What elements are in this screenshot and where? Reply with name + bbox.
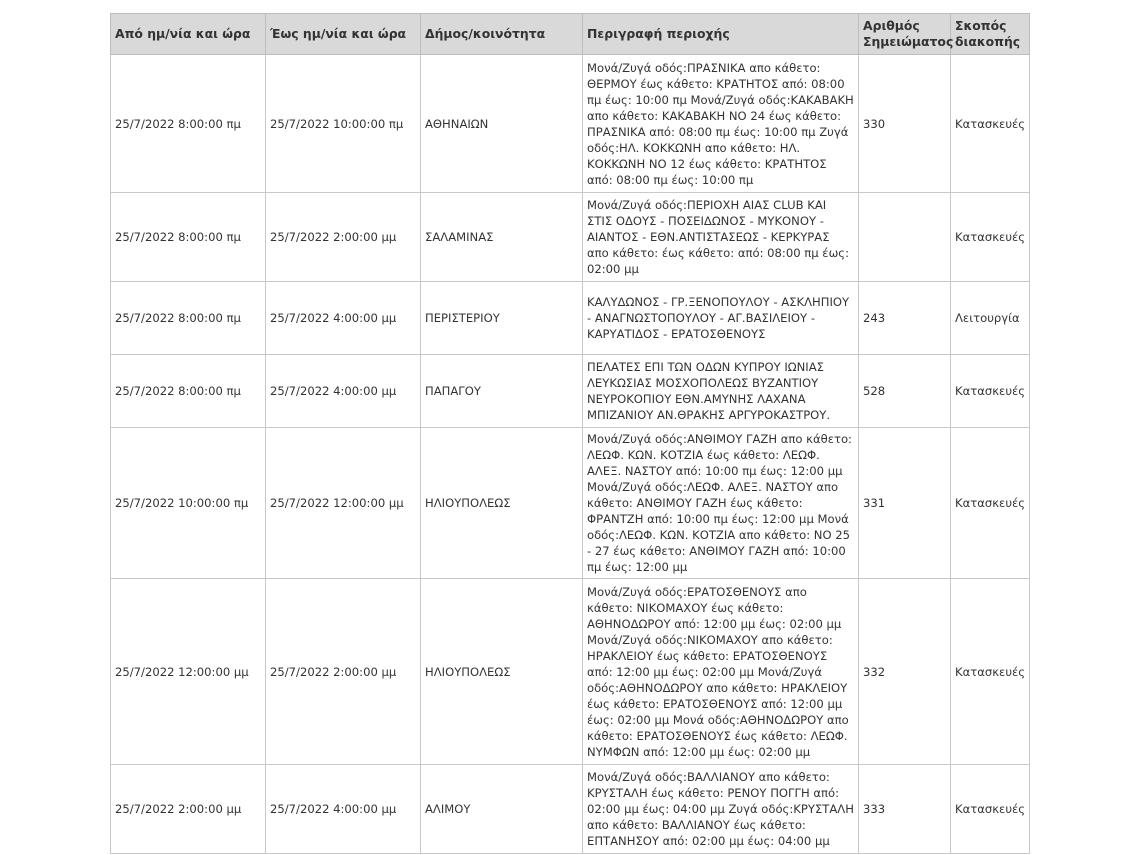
cell-municipality: ΑΘΗΝΑΙΩΝ <box>421 55 583 193</box>
cell-to: 25/7/2022 10:00:00 πμ <box>266 55 421 193</box>
header-purpose: Σκοπός διακοπής <box>951 14 1030 55</box>
table-row <box>111 579 1030 765</box>
cell-description: ΚΑΛΥΔΩΝΟΣ - ΓΡ.ΞΕΝΟΠΟΥΛΟΥ - ΑΣΚΛΗΠΙΟΥ - ΑΝΑΓΝΩΣΤΟΠΟΥΛΟΥ - ΑΓ.ΒΑΣΙΛΕΙΟΥ - ΚΑΡΥΑΤΙΔΟΣ - ΕΡΑΤΟΣΘΕΝΟΥΣ <box>583 282 859 355</box>
cell-from: 25/7/2022 10:00:00 πμ <box>111 428 266 579</box>
cell-from: 25/7/2022 2:00:00 μμ <box>111 765 266 854</box>
cell-from: 25/7/2022 8:00:00 πμ <box>111 355 266 428</box>
cell-municipality: ΠΕΡΙΣΤΕΡΙΟΥ <box>421 282 583 355</box>
cell-to: 25/7/2022 4:00:00 μμ <box>266 282 421 355</box>
cell-purpose: Κατασκευές <box>951 193 1030 282</box>
table-header-row <box>111 14 1030 55</box>
table-row <box>111 355 1030 428</box>
cell-to: 25/7/2022 12:00:00 μμ <box>266 428 421 579</box>
cell-municipality: ΣΑΛΑΜΙΝΑΣ <box>421 193 583 282</box>
cell-marker: 332 <box>859 579 951 765</box>
cell-to: 25/7/2022 4:00:00 μμ <box>266 765 421 854</box>
table-row <box>111 428 1030 579</box>
cell-description: Μονά/Ζυγά οδός:ΒΑΛΛΙΑΝΟΥ απο κάθετο: ΚΡΥΣΤΑΛΗ έως κάθετο: ΡΕΝΟΥ ΠΟΓΓΗ από: 02:00 μμ έως: 04:00 μμ Ζυγά οδός:ΚΡΥΣΤΑΛΗ απο κάθετο: ΒΑΛΛΙΑΝΟΥ έως κάθετο: ΕΠΤΑΝΗΣΟΥ από: 02:00 μμ έως: 04:00 μμ <box>583 765 859 854</box>
cell-from: 25/7/2022 8:00:00 πμ <box>111 55 266 193</box>
cell-from: 25/7/2022 12:00:00 μμ <box>111 579 266 765</box>
outages-table-container <box>110 13 1030 854</box>
cell-municipality: ΗΛΙΟΥΠΟΛΕΩΣ <box>421 428 583 579</box>
cell-to: 25/7/2022 2:00:00 μμ <box>266 579 421 765</box>
cell-municipality: ΑΛΙΜΟΥ <box>421 765 583 854</box>
cell-marker: 330 <box>859 55 951 193</box>
header-marker: Αριθμός Σημειώματος <box>859 14 951 55</box>
cell-municipality: ΗΛΙΟΥΠΟΛΕΩΣ <box>421 579 583 765</box>
cell-purpose: Λειτουργία <box>951 282 1030 355</box>
cell-purpose: Κατασκευές <box>951 428 1030 579</box>
cell-municipality: ΠΑΠΑΓΟΥ <box>421 355 583 428</box>
cell-description: Μονά/Ζυγά οδός:ΕΡΑΤΟΣΘΕΝΟΥΣ απο κάθετο: ΝΙΚΟΜΑΧΟΥ έως κάθετο: ΑΘΗΝΟΔΩΡΟΥ από: 12:00 μμ έως: 02:00 μμ Μονά/Ζυγά οδός:ΝΙΚΟΜΑΧΟΥ απο κάθετο: ΗΡΑΚΛΕΙΟΥ έως κάθετο: ΕΡΑΤΟΣΘΕΝΟΥΣ από: 12:00 μμ έως: 02:00 μμ Μονά/Ζυγά οδός:ΑΘΗΝΟΔΩΡΟΥ απο κάθετο: ΗΡΑΚΛΕΙΟΥ έως κάθετο: ΕΡΑΤΟΣΘΕΝΟΥΣ από: 12:00 μμ έως: 02:00 μμ Μονά οδός:ΑΘΗΝΟΔΩΡΟΥ απο κάθετο: ΕΡΑΤΟΣΘΕΝΟΥΣ έως κάθετο: ΛΕΩΦ. ΝΥΜΦΩΝ από: 12:00 μμ έως: 02:00 μμ <box>583 579 859 765</box>
cell-marker <box>859 193 951 282</box>
cell-description: Μονά/Ζυγά οδός:ΠΡΑΣΝΙΚΑ απο κάθετο: ΘΕΡΜΟΥ έως κάθετο: ΚΡΑΤΗΤΟΣ από: 08:00 πμ έως: 10:00 πμ Μονά/Ζυγά οδός:ΚΑΚΑΒΑΚΗ απο κάθετο: ΚΑΚΑΒΑΚΗ ΝΟ 24 έως κάθετο: ΠΡΑΣΝΙΚΑ από: 08:00 πμ έως: 10:00 πμ Ζυγά οδός:ΗΛ. ΚΟΚΚΩΝΗ απο κάθετο: ΗΛ. ΚΟΚΚΩΝΗ ΝΟ 12 έως κάθετο: ΚΡΑΤΗΤΟΣ από: 08:00 πμ έως: 10:00 πμ <box>583 55 859 193</box>
table-row <box>111 282 1030 355</box>
cell-description: ΠΕΛΑΤΕΣ ΕΠΙ ΤΩΝ ΟΔΩΝ ΚΥΠΡΟΥ ΙΩΝΙΑΣ ΛΕΥΚΩΣΙΑΣ ΜΟΣΧΟΠΟΛΕΩΣ ΒΥΖΑΝΤΙΟΥ ΝΕΥΡΟΚΟΠΙΟΥ ΕΘΝ.ΑΜΥΝΗΣ ΛΑΧΑΝΑ ΜΠΙΖΑΝΙΟΥ ΑΝ.ΘΡΑΚΗΣ ΑΡΓΥΡΟΚΑΣΤΡΟΥ. <box>583 355 859 428</box>
cell-marker: 528 <box>859 355 951 428</box>
header-from: Από ημ/νία και ώρα <box>111 14 266 55</box>
cell-from: 25/7/2022 8:00:00 πμ <box>111 282 266 355</box>
cell-description: Μονά/Ζυγά οδός:ΑΝΘΙΜΟΥ ΓΑΖΗ απο κάθετο: ΛΕΩΦ. ΚΩΝ. ΚΟΤΖΙΑ έως κάθετο: ΛΕΩΦ. ΑΛΕΞ. ΝΑΣΤΟΥ από: 10:00 πμ έως: 12:00 μμ Μονά/Ζυγά οδός:ΛΕΩΦ. ΑΛΕΞ. ΝΑΣΤΟΥ απο κάθετο: ΑΝΘΙΜΟΥ ΓΑΖΗ έως κάθετο: ΦΡΑΝΤΖΗ από: 10:00 πμ έως: 12:00 μμ Μονά οδός:ΛΕΩΦ. ΚΩΝ. ΚΟΤΖΙΑ απο κάθετο: ΝΟ 25 - 27 έως κάθετο: ΑΝΘΙΜΟΥ ΓΑΖΗ από: 10:00 πμ έως: 12:00 μμ <box>583 428 859 579</box>
table-row <box>111 55 1030 193</box>
cell-to: 25/7/2022 4:00:00 μμ <box>266 355 421 428</box>
table-row <box>111 193 1030 282</box>
cell-description: Μονά/Ζυγά οδός:ΠΕΡΙΟΧΗ ΑΙΑΣ CLUB ΚΑΙ ΣΤΙΣ ΟΔΟΥΣ - ΠΟΣΕΙΔΩΝΟΣ - ΜΥΚΟΝΟΥ - ΑΙΑΝΤΟΣ - ΕΘΝ.ΑΝΤΙΣΤΑΣΕΩΣ - ΚΕΡΚΥΡΑΣ απο κάθετο: έως κάθετο: από: 08:00 πμ έως: 02:00 μμ <box>583 193 859 282</box>
cell-purpose: Κατασκευές <box>951 579 1030 765</box>
cell-purpose: Κατασκευές <box>951 355 1030 428</box>
table-row <box>111 765 1030 854</box>
cell-from: 25/7/2022 8:00:00 πμ <box>111 193 266 282</box>
cell-to: 25/7/2022 2:00:00 μμ <box>266 193 421 282</box>
cell-marker: 243 <box>859 282 951 355</box>
cell-purpose: Κατασκευές <box>951 55 1030 193</box>
cell-marker: 331 <box>859 428 951 579</box>
header-to: Έως ημ/νία και ώρα <box>266 14 421 55</box>
cell-purpose: Κατασκευές <box>951 765 1030 854</box>
outages-table <box>110 13 1030 854</box>
header-municipality: Δήμος/κοινότητα <box>421 14 583 55</box>
header-description: Περιγραφή περιοχής <box>583 14 859 55</box>
cell-marker: 333 <box>859 765 951 854</box>
